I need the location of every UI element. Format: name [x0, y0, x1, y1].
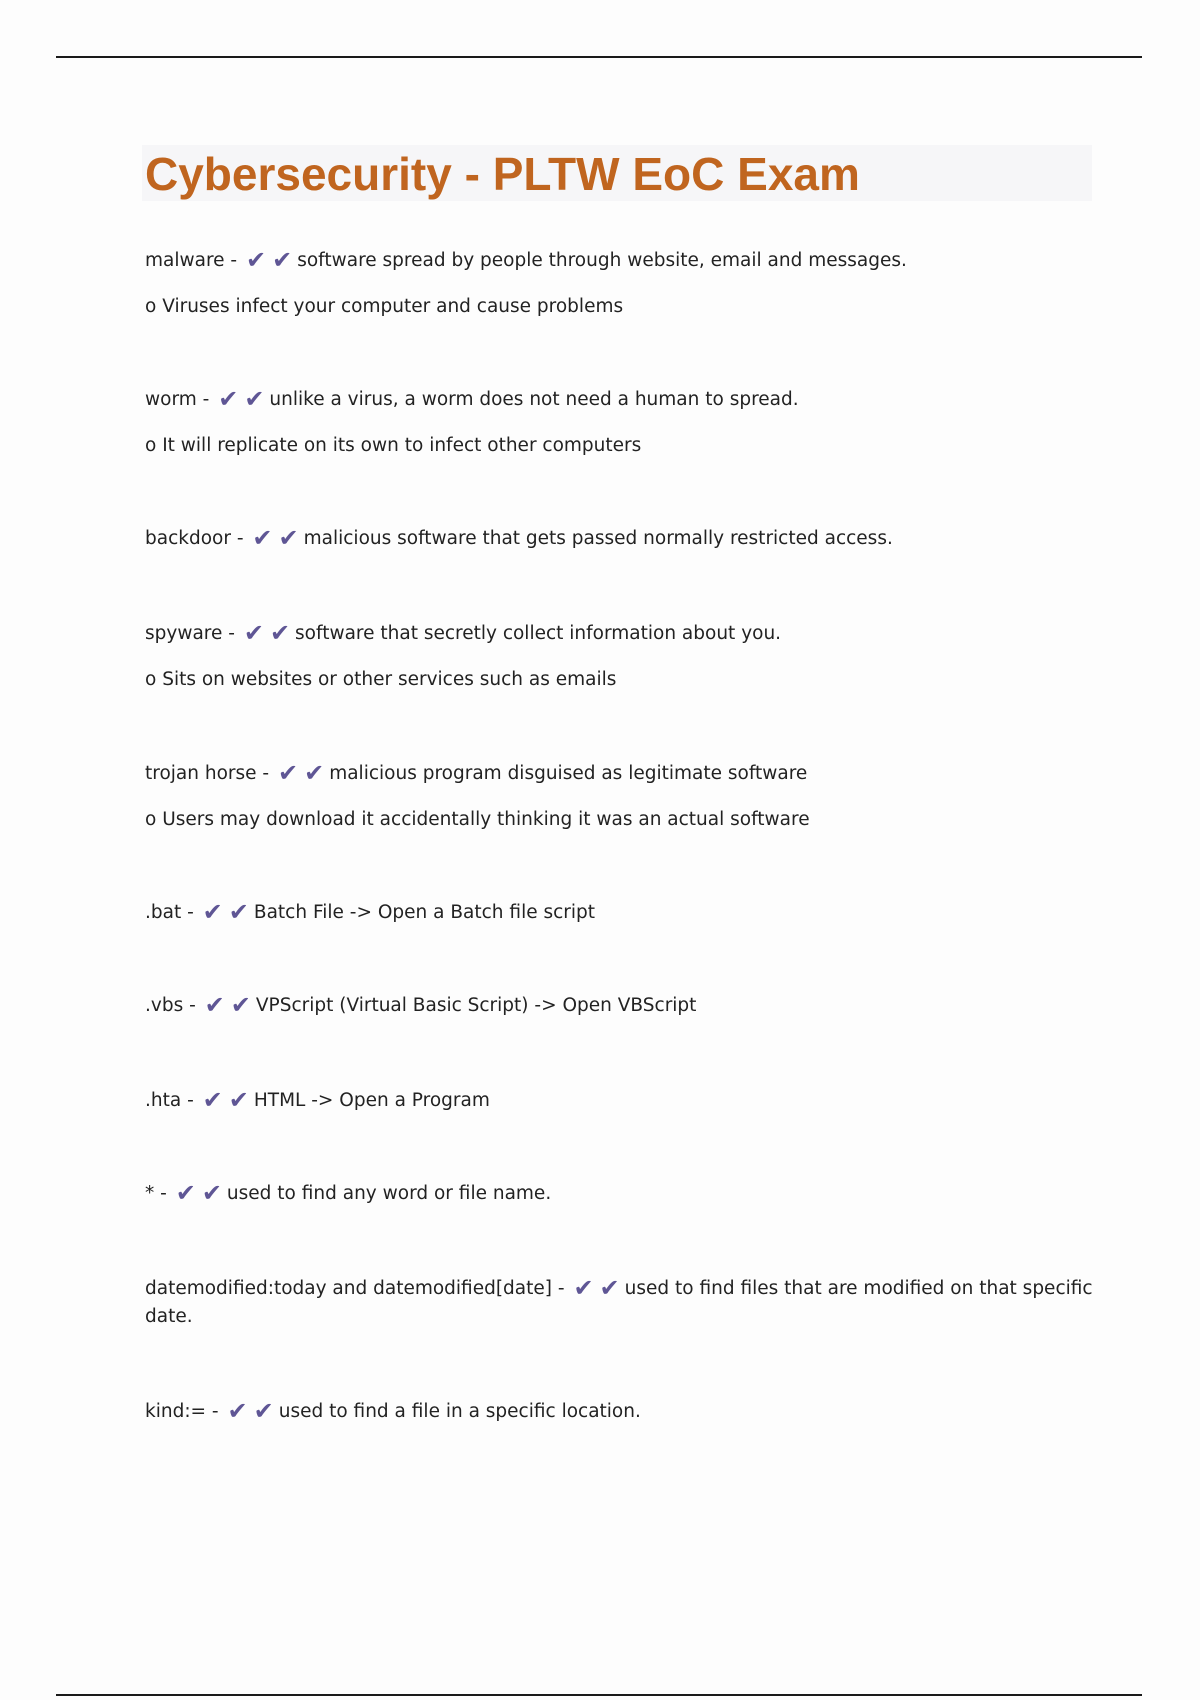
entry-line [145, 1275, 1095, 1331]
term: .hta - [145, 1090, 194, 1111]
check-icon: ✔ [599, 1274, 620, 1302]
check-marks [570, 1274, 622, 1302]
term: datemodified:today and datemodified[date] - [145, 1278, 565, 1299]
check-marks [241, 619, 293, 647]
check-icon: ✔ [304, 759, 325, 787]
note: o Users may download it accidentally thinking it was an actual software [145, 809, 810, 830]
entry-worm [145, 386, 1095, 460]
note: o Sits on websites or other services such as emails [145, 669, 617, 690]
footer-rule [56, 1694, 1142, 1696]
check-icon: ✔ [278, 524, 299, 552]
check-icon: ✔ [244, 385, 265, 413]
entry-line [145, 760, 1095, 788]
term: kind:= - [145, 1401, 219, 1422]
entry-line [145, 1087, 1095, 1115]
check-icon: ✔ [202, 1086, 223, 1114]
definition: HTML -> Open a Program [253, 1090, 490, 1111]
term: .vbs - [145, 995, 196, 1016]
entry-line [145, 386, 1095, 414]
definition: used to find files that are modified on that specific date. [145, 1278, 1093, 1327]
note: o It will replicate on its own to infect other computers [145, 435, 642, 456]
check-icon: ✔ [252, 524, 273, 552]
check-icon: ✔ [272, 246, 293, 274]
entry-bat [145, 899, 1095, 927]
check-marks [249, 524, 301, 552]
entry-hta [145, 1087, 1095, 1115]
entry-malware [145, 247, 1095, 321]
check-icon: ✔ [228, 1086, 249, 1114]
check-marks [243, 246, 295, 274]
term: * - [145, 1183, 167, 1204]
check-icon: ✔ [218, 385, 239, 413]
entry-line [145, 1398, 1095, 1426]
check-marks [202, 991, 254, 1019]
entry-wildcard [145, 1180, 1095, 1208]
check-icon: ✔ [204, 991, 225, 1019]
definition: VPScript (Virtual Basic Script) -> Open VBScript [255, 995, 697, 1016]
term: malware - [145, 250, 238, 271]
check-icon: ✔ [573, 1274, 594, 1302]
entry-kind [145, 1398, 1095, 1426]
entry-line [145, 620, 1095, 648]
header-rule [56, 56, 1142, 58]
term: .bat - [145, 902, 194, 923]
definition: malicious software that gets passed normally restricted access. [303, 528, 893, 549]
entry-spyware [145, 620, 1095, 694]
entry-line [145, 1180, 1095, 1208]
definition: malicious program disguised as legitimate software [329, 763, 808, 784]
check-icon: ✔ [175, 1179, 196, 1207]
term: spyware - [145, 623, 235, 644]
check-icon: ✔ [228, 898, 249, 926]
definition: software spread by people through website, email and messages. [297, 250, 907, 271]
check-icon: ✔ [227, 1397, 248, 1425]
term: worm - [145, 389, 210, 410]
entry-line [145, 899, 1095, 927]
note: o Viruses infect your computer and cause problems [145, 296, 624, 317]
check-marks [275, 759, 327, 787]
term: backdoor - [145, 528, 244, 549]
entry-trojan-horse [145, 760, 1095, 834]
entry-backdoor [145, 525, 1095, 553]
check-marks [173, 1179, 225, 1207]
check-marks [215, 385, 267, 413]
term: trojan horse - [145, 763, 270, 784]
check-icon: ✔ [202, 898, 223, 926]
check-marks [200, 898, 252, 926]
definition: unlike a virus, a worm does not need a human to spread. [269, 389, 799, 410]
definition: software that secretly collect information about you. [295, 623, 782, 644]
definition: used to find a file in a specific location. [278, 1401, 641, 1422]
check-marks [225, 1397, 277, 1425]
check-icon: ✔ [253, 1397, 274, 1425]
entry-datemodified [145, 1275, 1095, 1331]
entry-line [145, 247, 1095, 275]
definition: Batch File -> Open a Batch file script [253, 902, 596, 923]
entry-line [145, 992, 1095, 1020]
check-icon: ✔ [277, 759, 299, 787]
check-icon: ✔ [243, 619, 264, 647]
entry-vbs [145, 992, 1095, 1020]
check-marks [200, 1086, 252, 1114]
definition: used to find any word or file name. [226, 1183, 552, 1204]
document-title: Cybersecurity - PLTW EoC Exam [145, 148, 860, 200]
check-icon: ✔ [230, 991, 251, 1019]
check-icon: ✔ [246, 246, 267, 274]
check-icon: ✔ [269, 619, 291, 647]
entry-line [145, 525, 1095, 553]
check-icon: ✔ [201, 1179, 222, 1207]
